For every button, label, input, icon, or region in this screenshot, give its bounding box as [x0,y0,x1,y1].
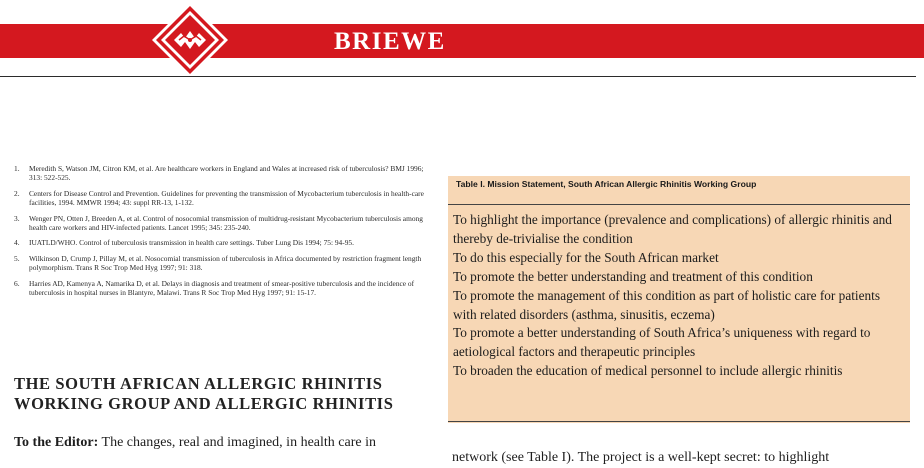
table-header-rule [448,204,910,205]
reference-text: Harries AD, Kamenya A, Namarika D, et al. Delays in diagnosis and treatment of smear-positive tuberculosis and the incidence of tuberculosis in hospital nurses in Blantyre, Malawi. Trans R Soc Trop Med Hyg 1997; 91: 15-17. [29,278,415,298]
reference-number: 1. [14,164,20,173]
reference-number: 3. [14,213,20,223]
journal-logo-icon [135,0,245,82]
article-title: THE SOUTH AFRICAN ALLERGIC RHINITIS WORKING GROUP AND ALLERGIC RHINITIS [14,374,394,413]
reference-number: 4. [14,238,20,248]
mission-item: To do this especially for the South African market [453,249,719,265]
reference-item [14,214,424,233]
reference-item [14,238,424,247]
reference-number: 2. [14,188,20,198]
mission-item: To broaden the education of medical personnel to include allergic rhinitis [453,363,843,379]
reference-item [14,189,424,208]
table-caption: Table I. Mission Statement, South African Allergic Rhinitis Working Group [456,179,757,189]
reference-text: Meredith S, Watson JM, Citron KM, et al. Are healthcare workers in England and Wales at increased risk of tuberculosis? BMJ 1996; 313: 522-525. [29,164,424,183]
page-title: BRIEWE [334,28,446,55]
reference-item [14,254,424,273]
header-divider [0,76,916,77]
mission-item: To highlight the importance (prevalence and complications) of allergic rhinitis and thereby de-trivialise the condition [453,212,892,246]
mission-item: To promote the better understanding and treatment of this condition [453,268,813,284]
reference-list [14,164,424,303]
mission-list [453,211,905,381]
table-bottom-rule [448,421,910,422]
article-body-text: The changes, real and imagined, in health care in [101,435,376,450]
reference-text: Wilkinson D, Crump J, Pillay M, et al. Nosocomial transmission of tuberculosis in Africa documented by restriction fragment length polymorphism. Trans R Soc Trop Med Hyg 1997; 91: 318. [29,253,422,273]
mission-item: To promote the management of this condition as part of holistic care for patients with related disorders (asthma, sinusitis, eczema) [453,287,881,322]
continuation-text: network (see Table I). The project is a well-kept secret: to highlight [452,450,830,465]
reference-number: 5. [14,253,20,263]
reference-item [14,164,424,183]
reference-number: 6. [14,278,20,288]
reference-text: Wenger PN, Otten J, Breeden A, et al. Control of nosocomial transmission of multidrug-resistant Mycobacterium tuberculosis among health care workers and HIV-infected patients. Lancet 1995; 345: 235-240. [29,213,423,233]
mission-item: To promote a better understanding of South Africa’s uniqueness with regard to aetiological factors and therapeutic principles [453,325,871,360]
article-body [14,433,454,453]
reference-item [14,279,424,298]
reference-text: Centers for Disease Control and Prevention. Guidelines for preventing the transmission of Mycobacterium tuberculosis in health-care facilities, 1994. MMWR 1994; 43: suppl RR-13, 1-132. [29,188,424,208]
reference-text: IUATLD/WHO. Control of tuberculosis transmission in health care settings. Tuber Lung Dis 1994; 75: 94-95. [29,238,354,248]
salutation: To the Editor: [14,435,99,450]
